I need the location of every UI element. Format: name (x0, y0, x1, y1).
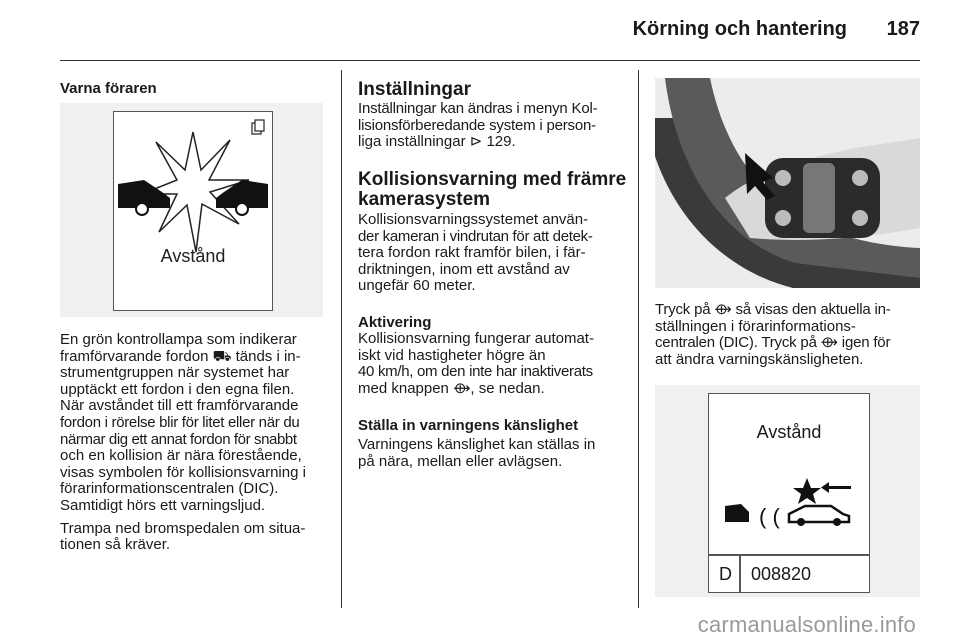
page-number: 187 (886, 18, 920, 40)
sensitivity-body (358, 437, 628, 470)
col3-line: Tryck på ⟴ så visas den aktuella in- (655, 301, 891, 318)
col2-line: Varningens känslighet kan ställas in (358, 436, 596, 453)
col1-line: En grön kontrollampa som indikerar (60, 331, 297, 348)
watermark: carmanualsonline.info (697, 612, 916, 637)
activation-body (358, 331, 628, 397)
col1-line: strumentgruppen när systemet har (60, 364, 290, 382)
arrow-left-icon (821, 482, 851, 493)
col1-line: framförvarande fordon ⛟ tänds i in- (60, 347, 301, 365)
col2-line: Inställningar kan ändras i menyn Kol- (358, 100, 598, 117)
steering-wheel-figure (655, 78, 920, 288)
running-header: Körning och hantering (632, 18, 847, 40)
col1-line: Samtidigt hörs ett varningsljud. (60, 496, 266, 514)
activation-heading: Aktivering (358, 314, 432, 331)
instruction-body (655, 302, 923, 368)
collision-warning-figure (60, 103, 323, 317)
col2-line: der kameran i vindrutan för att detek- (358, 227, 593, 245)
dic-vertical-divider (739, 556, 741, 592)
col1-line: och en kollision är nära förestående, (60, 447, 302, 465)
col3-line: centralen (DIC). Tryck på ⟴ igen för (655, 334, 891, 352)
col1-line: fordon i rörelse blir för litet eller när du (60, 413, 300, 431)
col2-line: iskt vid hastigheter högre än (358, 346, 546, 364)
col2-line: driktningen, inom ett avstånd av (358, 260, 570, 278)
dic-display-figure (655, 385, 920, 597)
wave-icon: ( ( (759, 504, 780, 529)
col2-line: 40 km/h, om den inte har inaktiverats (358, 363, 593, 381)
dic-code: 008820 (751, 564, 812, 584)
title-line: kamerasystem (358, 189, 491, 210)
sensitivity-heading: Ställa in varningens känslighet (358, 417, 579, 434)
front-car-icon (789, 506, 849, 526)
own-car-icon (725, 504, 749, 522)
col1-line: närmar dig ett annat fordon för snabbt (60, 430, 297, 448)
col2-line: liga inställningar ⊳ 129. (358, 133, 516, 151)
col2-line: Kollisionsvarning fungerar automat- (358, 330, 594, 347)
camera-system-title (358, 170, 628, 210)
display-panel (113, 111, 273, 311)
col1-line: tionen så kräver. (60, 536, 171, 554)
figure-distance-label: Avstånd (160, 246, 226, 266)
column-divider-1 (341, 70, 342, 608)
col1-line: förarinformationscentralen (DIC). (60, 480, 279, 498)
collision-warning-graphic (114, 112, 272, 310)
col2-line: med knappen ⟴, se nedan. (358, 379, 545, 397)
dic-distance-graphic (709, 464, 869, 534)
dic-mode-letter: D (719, 564, 732, 584)
dic-display-title: Avstånd (756, 422, 822, 442)
col2-line: Kollisionsvarningssystemet använ- (358, 211, 589, 228)
col1-line: Trampa ned bromspedalen om situa- (60, 519, 306, 537)
col1-body (60, 332, 330, 554)
dic-divider (709, 554, 869, 556)
col2-line: på nära, mellan eller avlägsen. (358, 452, 563, 470)
col2-line: tera fordon rakt framför bilen, i fär- (358, 244, 586, 262)
steering-wheel-graphic (655, 78, 920, 288)
title-line: Kollisionsvarning med främre (358, 169, 627, 190)
document-icon (252, 120, 264, 134)
col2-line: lisionsförberedande system i person- (358, 116, 596, 134)
header-rule (60, 60, 920, 61)
column-divider-2 (638, 70, 639, 608)
section-heading-warn-driver: Varna föraren (60, 80, 157, 97)
camera-body (358, 212, 628, 295)
settings-body (358, 101, 626, 151)
col2-line: ungefär 60 meter. (358, 277, 476, 295)
col3-line: att ändra varningskänsligheten. (655, 350, 864, 368)
col3-line: ställningen i förarinformations- (655, 317, 856, 335)
col1-line: upptäckt ett fordon i den egna filen. (60, 380, 295, 398)
star-icon (793, 478, 821, 504)
col1-line: När avståndet till ett framförvarande (60, 397, 299, 415)
dic-display-panel (708, 393, 870, 593)
col1-line: visas symbolen för kollisionsvarning i (60, 463, 306, 481)
settings-title: Inställningar (358, 79, 471, 100)
